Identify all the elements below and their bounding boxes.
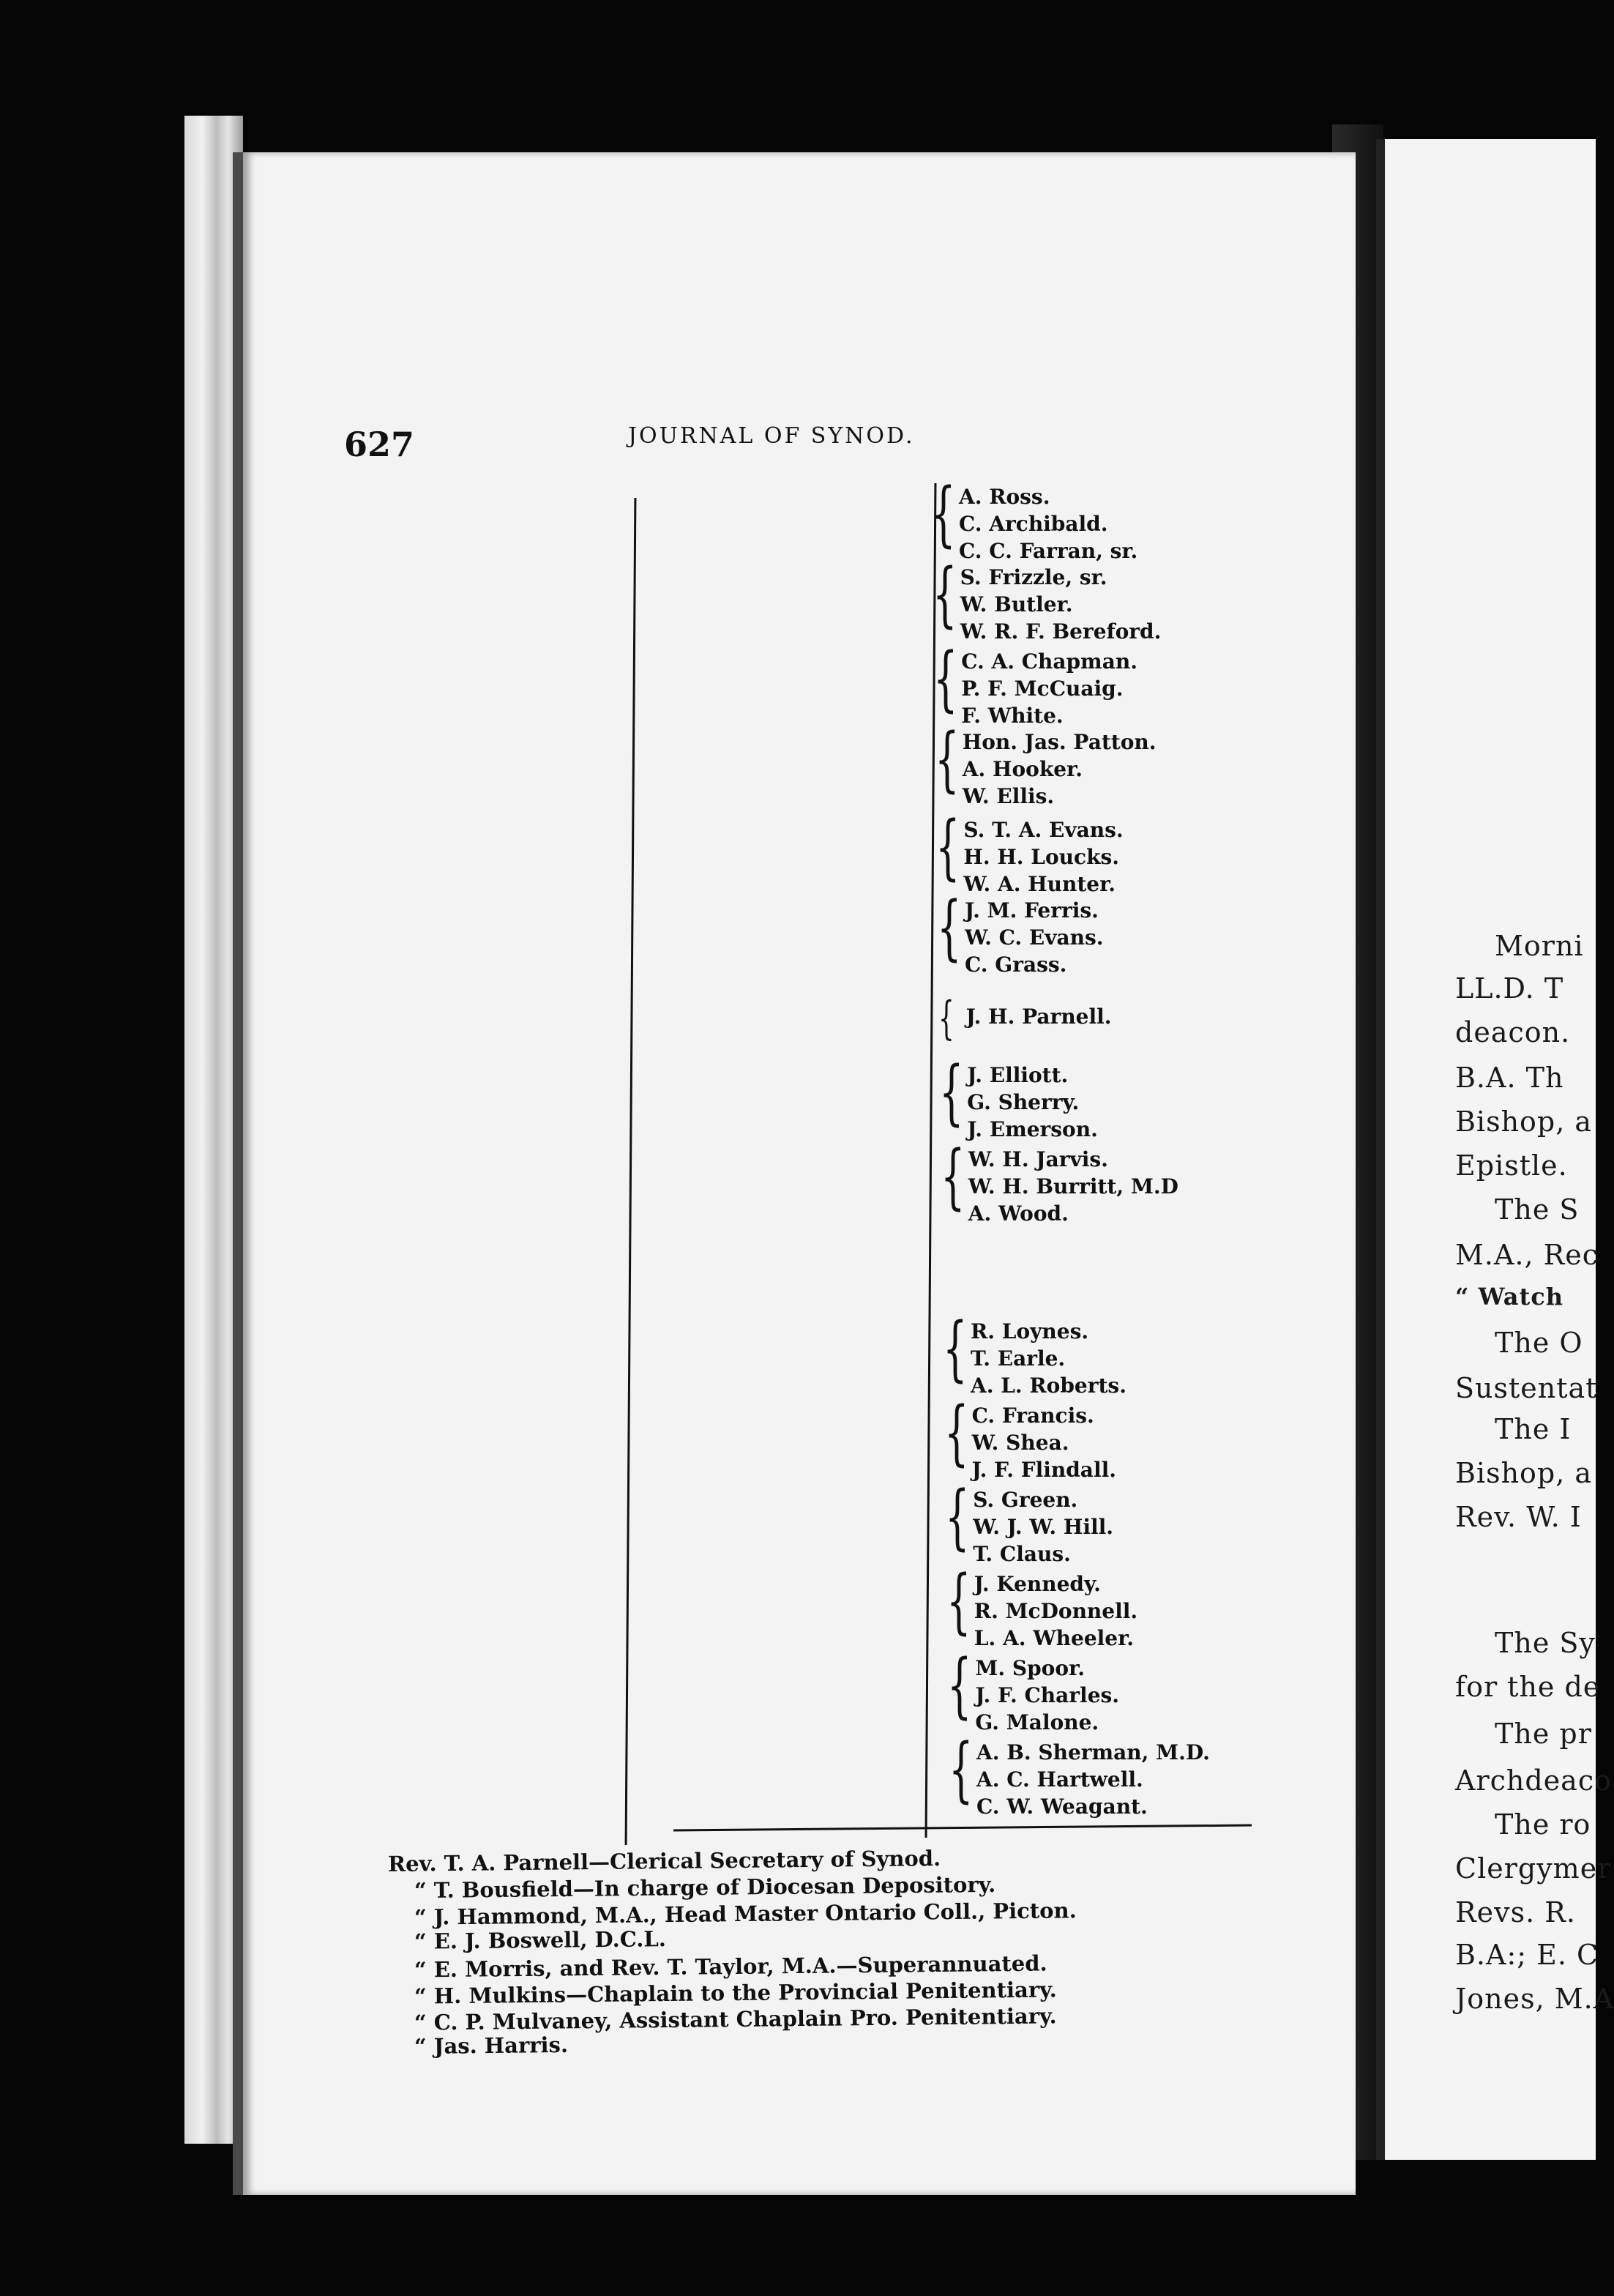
lay-delegate: W. Ellis. [962,784,1055,808]
lay-delegate: W. R. F. Bereford. [960,619,1162,644]
facing-page-line: M.A., Rec [1455,1239,1599,1271]
lay-delegate: A. B. Sherman, M.D. [976,1740,1210,1764]
brace: { [939,1051,964,1133]
facing-page-line: Rev. W. I [1455,1501,1582,1533]
facing-page-line: Revs. R. [1455,1896,1576,1928]
lay-delegate: W. C. Evans. [965,925,1104,950]
lay-delegate: A. L. Roberts. [971,1374,1127,1398]
brace: { [932,554,957,636]
brace: { [940,1136,965,1218]
facing-page-line: Jones, M.A [1455,1983,1614,2015]
brace: { [934,718,960,800]
lay-delegate: C. Francis. [971,1404,1094,1428]
lay-delegate: A. C. Hartwell. [976,1767,1143,1792]
lay-delegate: A. Hooker. [962,757,1083,781]
brace: { [946,1560,971,1642]
facing-page [1376,139,1614,2160]
lay-representatives [973,1486,1113,1568]
lay-representatives [972,1402,1116,1483]
lay-delegate: F. White. [961,704,1064,728]
lay-representatives [965,897,1104,978]
facing-page-line: “ Watch [1455,1283,1563,1311]
facing-page-line: deacon. [1455,1016,1571,1048]
lay-delegate: P. F. McCuaig. [961,676,1124,701]
lay-delegate: W. A. Hunter. [963,872,1116,896]
lay-representatives [959,483,1137,564]
lay-delegate: W. H. Burritt, M.D [968,1174,1178,1199]
lay-delegate: M. Spoor. [975,1656,1085,1680]
note-line: “ E. J. Boswell, D.C.L. [414,1926,667,1954]
lay-delegate: S. Green. [973,1488,1078,1512]
lay-representatives [967,1062,1098,1143]
lay-delegate: Hon. Jas. Patton. [962,730,1157,754]
lay-delegate: J. F. Charles. [975,1683,1120,1707]
lay-representatives [963,728,1157,810]
facing-page-line: The pr [1495,1718,1592,1750]
lay-representatives [966,1003,1112,1030]
brace: { [943,1308,968,1390]
lay-representatives [975,1655,1119,1736]
brace: { [947,1644,972,1726]
facing-page-line: B.A. Th [1455,1062,1564,1094]
lay-representatives [963,816,1123,898]
facing-page-line: Clergymer [1455,1852,1612,1885]
lay-representatives [968,1146,1178,1227]
lay-delegate: C. A. Chapman. [961,649,1137,674]
facing-page-line: LL.D. T [1455,972,1564,1004]
brace: { [933,638,958,720]
lay-delegate: J. H. Parnell. [965,1004,1112,1029]
lay-delegate: C. C. Farran, sr. [959,539,1138,563]
note-line: “ E. Morris, and Rev. T. Taylor, M.A.—Superannuated. [414,1950,1047,1983]
facing-page-line: The S [1495,1193,1580,1226]
lay-representatives [960,564,1162,645]
lay-delegate: J. Elliott. [967,1063,1069,1087]
lay-delegate: H. H. Loucks. [963,845,1119,869]
lay-delegate: L. A. Wheeler. [974,1626,1135,1650]
brace: { [944,1392,969,1474]
lay-delegate: T. Earle. [971,1346,1066,1371]
lay-delegate: S. T. A. Evans. [963,818,1124,842]
brace: { [938,991,954,1045]
lay-delegate: R. Loynes. [971,1319,1089,1343]
brace: { [945,1476,970,1558]
note-line: “ T. Bousfield—In charge of Diocesan Depository. [414,1871,996,1904]
lay-representatives [971,1318,1127,1399]
brace: { [949,1729,974,1811]
lay-delegate: C. W. Weagant. [976,1794,1148,1819]
lay-delegate: J. M. Ferris. [965,898,1099,922]
lay-delegate: S. Frizzle, sr. [960,565,1107,589]
lay-representatives [976,1739,1210,1820]
lay-delegate: W. Shea. [971,1431,1069,1455]
facing-page-line: Bishop, a [1455,1106,1593,1138]
note-line: Rev. T. A. Parnell—Clerical Secretary of Synod. [387,1846,941,1876]
lay-delegate: G. Sherry. [967,1090,1080,1114]
lay-representatives [974,1570,1137,1652]
facing-page-line: Bishop, a [1455,1457,1593,1489]
lay-delegate: C. Grass. [965,953,1067,977]
facing-page-line: Morni [1495,930,1584,962]
note-line: “ C. P. Mulvaney, Assistant Chaplain Pro. Penitentiary. [414,2003,1057,2035]
note-line: “ J. Hammond, M.A., Head Master Ontario Coll., Picton. [414,1898,1077,1930]
running-head: JOURNAL OF SYNOD. [628,423,915,449]
facing-page-line: Archdeaco [1455,1764,1612,1797]
facing-page-line: B.A:; E. C [1455,1939,1599,1971]
facing-page-line: for the de [1455,1671,1601,1703]
lay-delegate: T. Claus. [973,1542,1071,1566]
facing-page-line: The O [1495,1327,1583,1359]
brace: { [937,887,962,969]
lay-delegate: W. H. Jarvis. [968,1147,1108,1171]
note-line: “ Jas. Harris. [414,2032,569,2060]
lay-delegate: J. Kennedy. [974,1572,1101,1596]
facing-page-line: Sustentat [1455,1372,1598,1404]
lay-delegate: J. Emerson. [967,1117,1098,1141]
facing-page-line: The ro [1495,1808,1591,1841]
lay-delegate: A. Wood. [968,1201,1069,1226]
lay-delegate: A. Ross. [959,485,1050,509]
brace: { [931,473,956,555]
lay-representatives [961,648,1137,729]
lay-delegate: R. McDonnell. [974,1599,1138,1623]
lay-delegate: C. Archibald. [959,512,1108,536]
note-line: “ H. Mulkins—Chaplain to the Provincial Penitentiary. [414,1977,1057,2009]
facing-page-line: The Sy [1495,1627,1596,1659]
lay-delegate: G. Malone. [975,1710,1099,1734]
facing-page-line: The I [1495,1413,1572,1445]
lay-delegate: W. Butler. [960,592,1073,616]
lay-delegate: J. F. Flindall. [971,1458,1116,1482]
lay-delegate: W. J. W. Hill. [973,1515,1114,1539]
facing-page-line: Epistle. [1455,1149,1568,1182]
brace: { [935,806,960,888]
page-number: 627 [344,425,415,464]
